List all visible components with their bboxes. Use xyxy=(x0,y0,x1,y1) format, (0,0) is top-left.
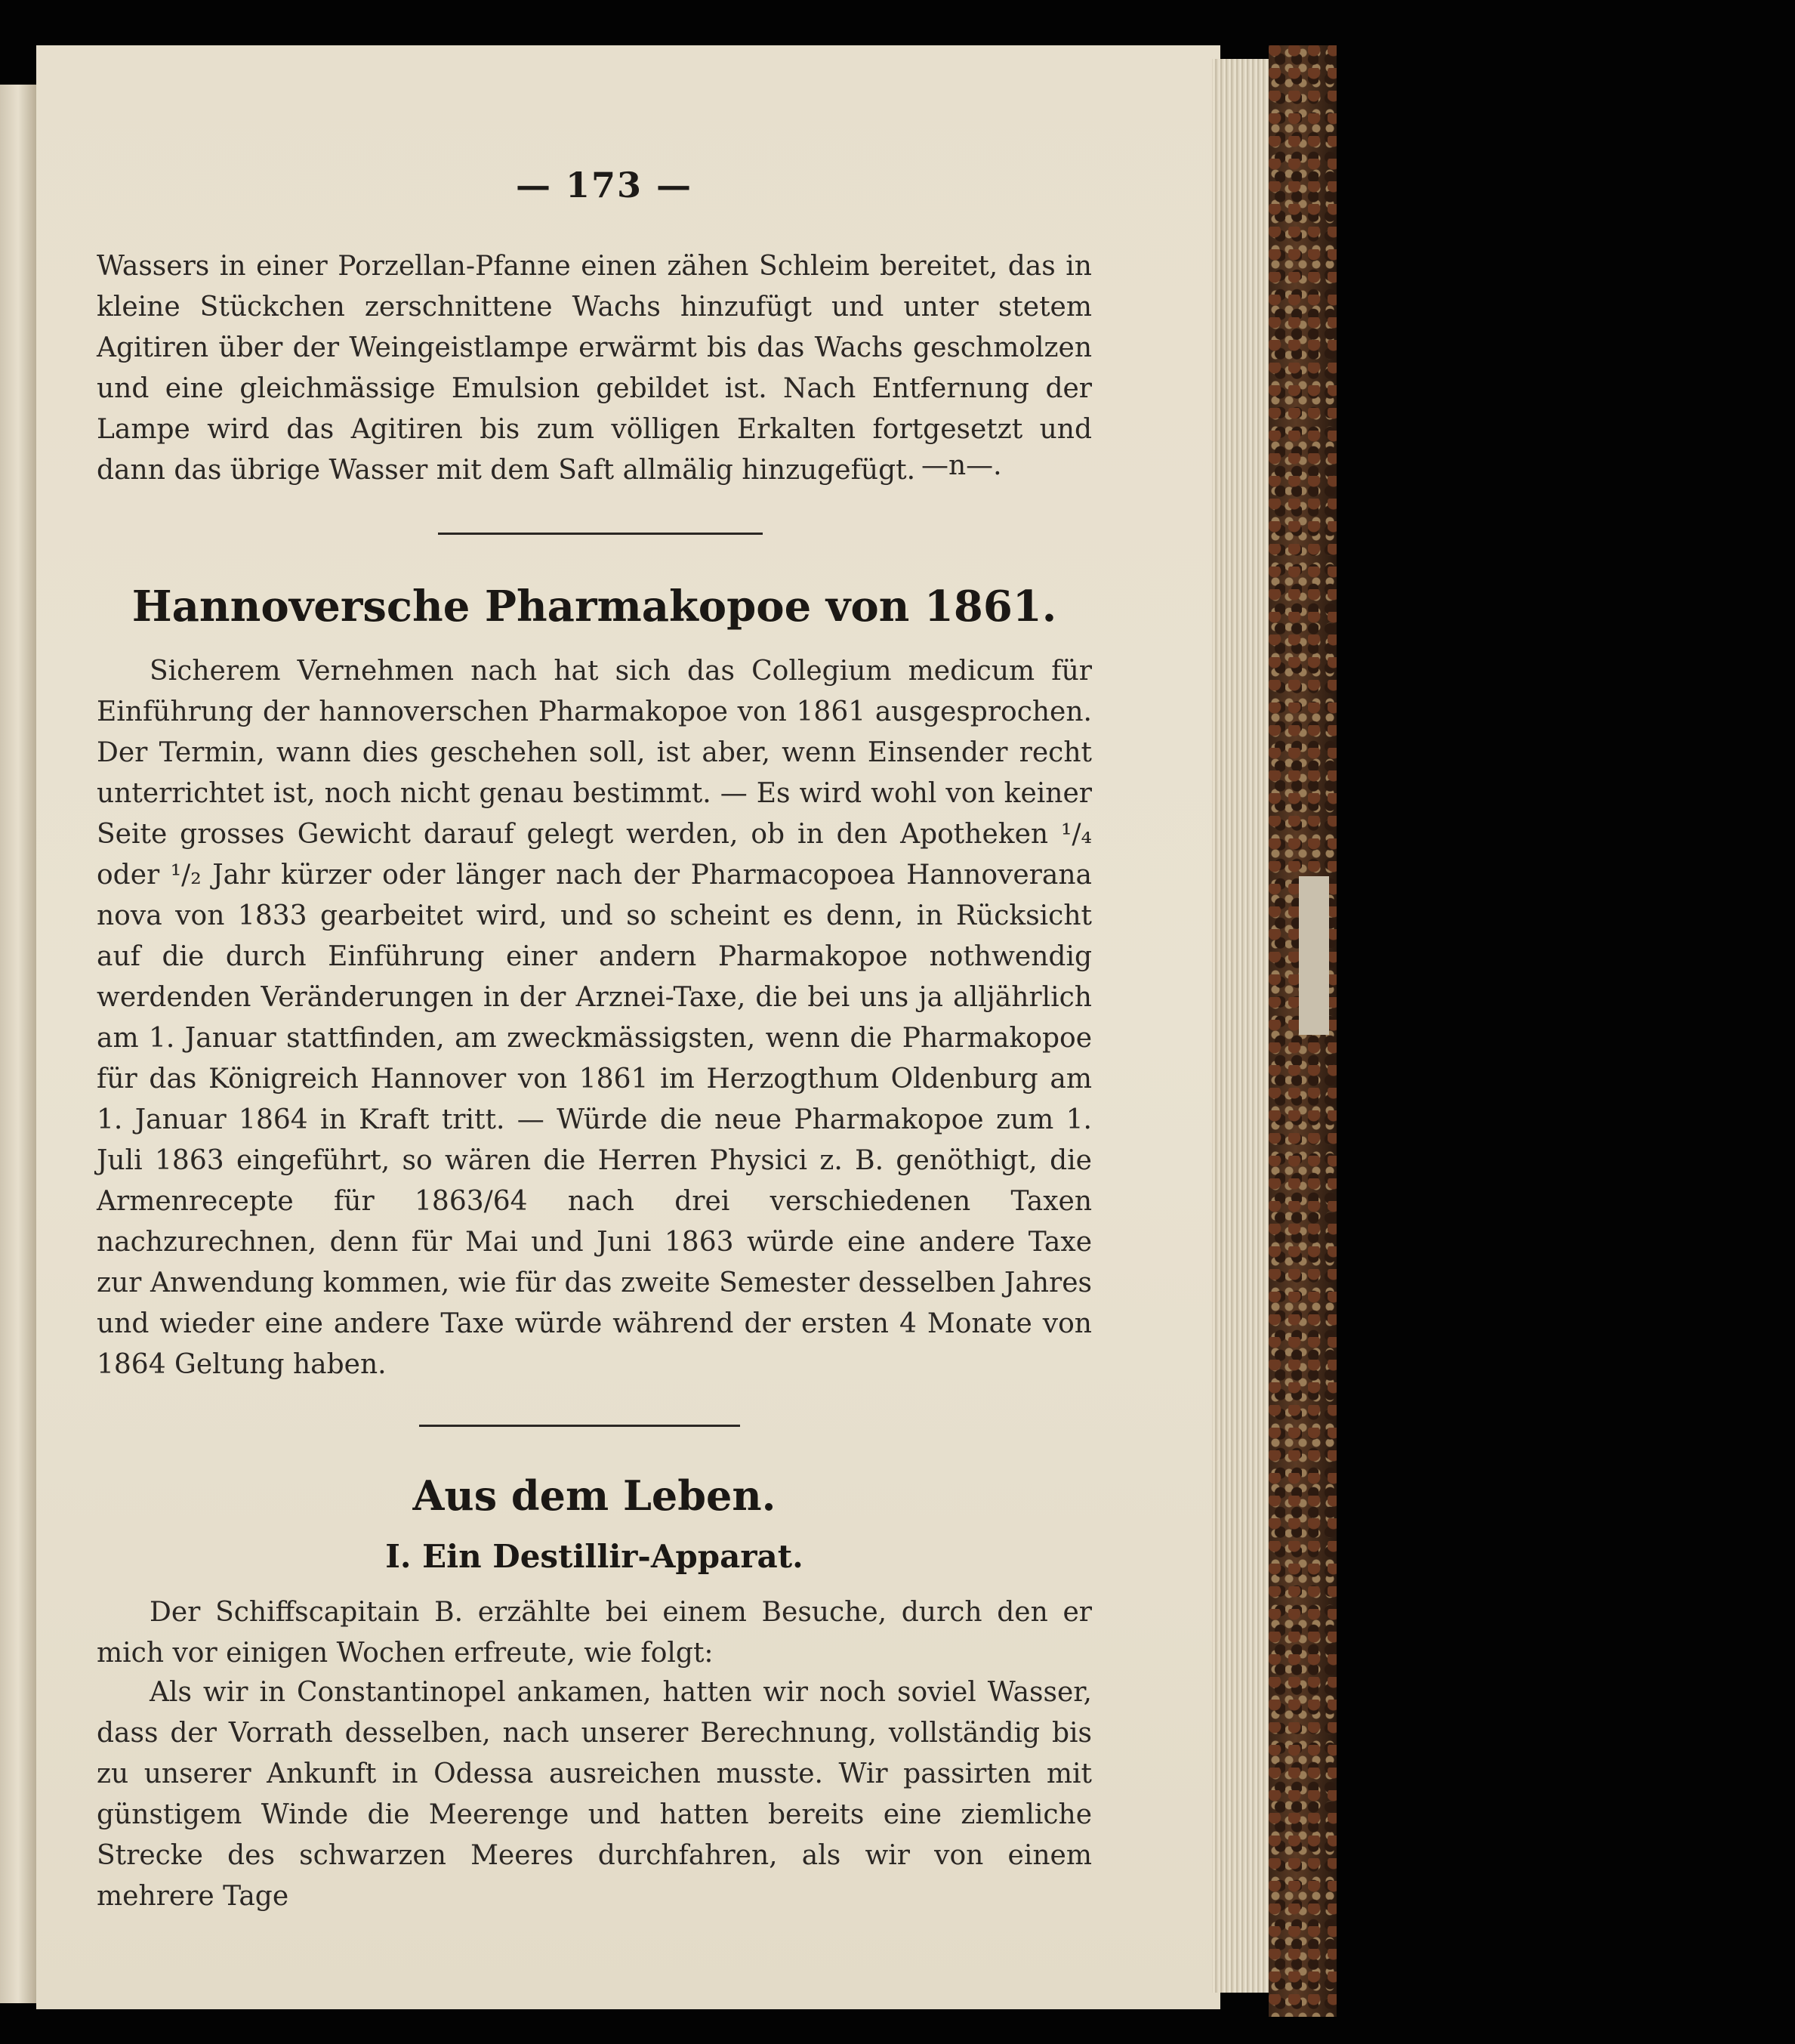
author-signature: —n—. xyxy=(921,450,1002,481)
section-divider xyxy=(419,1425,740,1427)
article-title: Hannoversche Pharmakopoe von 1861. xyxy=(131,582,1057,631)
section-subtitle: I. Ein Destillir-Apparat. xyxy=(385,1538,803,1575)
page-number: — 173 — xyxy=(515,165,693,205)
article-body: Sicherem Vernehmen nach hat sich das Collegium medicum für Einführung der hannoverschen Pharmakopoe von 1861 ausgesprochen. Der Termin, wann dies geschehen soll, ist aber, wenn Einsender recht unterrichtet ist, noch nicht genau bestimmt. — Es wird wohl von keiner Seite grosses Gewicht darauf gelegt werden, ob in den Apotheken ¹/₄ oder ¹/₂ Jahr kürzer oder länger nach der Pharmacopoea Hannoverana nova von 1833 gearbeitet wird, und so scheint es denn, in Rücksicht auf die durch Einführung einer andern Pharmakopoe nothwendig werdenden Veränderungen in der Arznei-Taxe, die bei uns ja alljährlich am 1. Januar stattfinden, am zweckmässigsten, wenn die Pharmakopoe für das Königreich Hannover von 1861 im Herzogthum Oldenburg am 1. Januar 1864 in Kraft tritt. — Würde die neue Pharmakopoe zum 1. Juli 1863 eingeführt, so wären die Herren Physici z. B. genöthigt, die Armenrecepte für 1863/64 nach drei verschiedenen Taxen nachzurechnen, denn für Mai und Juni 1863 würde eine andere Taxe zur Anwendung kommen, wie für das zweite Semester desselben Jahres und wieder eine andere Taxe würde während der ersten 4 Monate von 1864 Geltung haben. xyxy=(97,656,1092,1380)
left-facing-page-edge xyxy=(0,85,36,2003)
torn-cover-patch xyxy=(1299,876,1329,1035)
section-divider xyxy=(438,533,763,535)
section-title: Aus dem Leben. xyxy=(412,1471,776,1520)
continuation-paragraph: Wassers in einer Porzellan-Pfanne einen zähen Schleim bereitet, das in kleine Stückchen zerschnittene Wachs hinzufügt und unter stetem Agitiren über der Weingeistlampe erwärmt bis das Wachs geschmolzen und eine gleichmässige Emulsion gebildet ist. Nach Entfernung der Lampe wird das Agitiren bis zum völligen Erkalten fortgesetzt und dann das übrige Wasser mit dem Saft allmälig hinzugefügt. xyxy=(97,251,1092,486)
story-paragraph-1: Der Schiffscapitain B. erzählte bei einem Besuche, durch den er mich vor einigen Wochen erfreute, wie folgt: xyxy=(97,1597,1092,1669)
page-edges xyxy=(1212,59,1272,1993)
story-paragraph-2: Als wir in Constantinopel ankamen, hatten wir noch soviel Wasser, dass der Vorrath desselben, nach unserer Berechnung, vollständig bis zu unserer Ankunft in Odessa ausreichen musste. Wir passirten mit günstigem Winde die Meerenge und hatten bereits eine ziemliche Strecke des schwarzen Meeres durchfahren, als wir von einem mehrere Tage xyxy=(97,1677,1092,1912)
